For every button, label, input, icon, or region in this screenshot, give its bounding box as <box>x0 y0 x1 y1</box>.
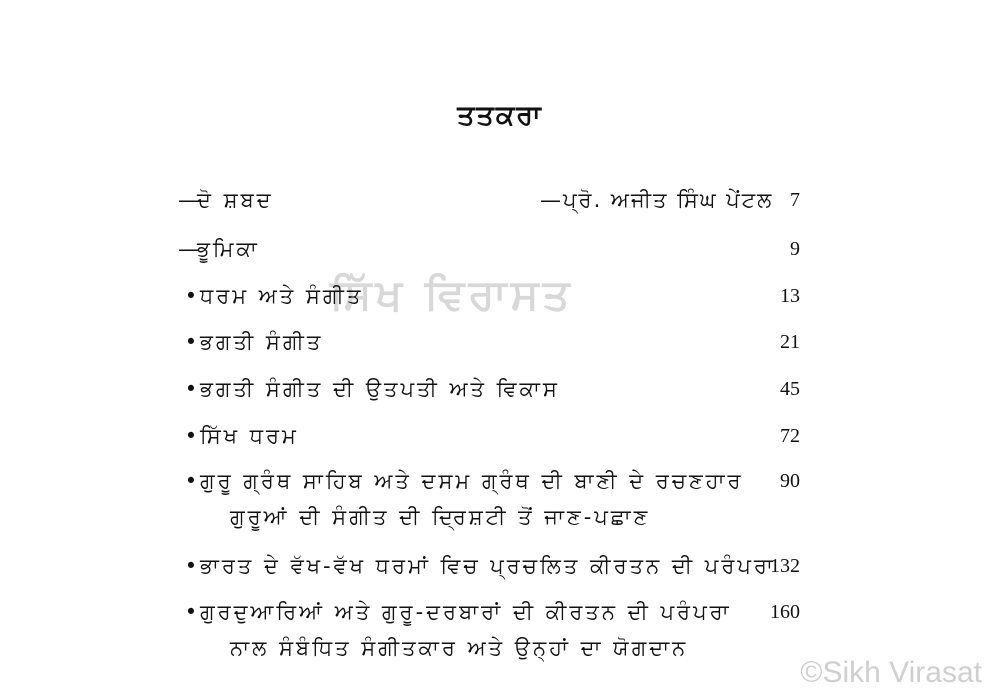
toc-entry[interactable] <box>0 374 1000 414</box>
dash-marker: — <box>178 188 199 212</box>
toc-entry[interactable] <box>0 234 1000 274</box>
entry-page-number: 132 <box>770 555 800 577</box>
entry-page-number: 21 <box>780 331 800 353</box>
entry-page-number: 13 <box>780 285 800 307</box>
entry-page-number: 45 <box>780 378 800 400</box>
entry-title: ਭਗਤੀ ਸੰਗੀਤ ਦੀ ਉਤਪਤੀ ਅਤੇ ਵਿਕਾਸ <box>200 377 560 401</box>
watermark-copyright: ©Sikh Virasat <box>800 656 982 689</box>
bullet-marker: • <box>184 377 198 401</box>
entry-title: ਗੁਰੂ ਗ੍ਰੰਥ ਸਾਹਿਬ ਅਤੇ ਦਸਮ ਗ੍ਰੰਥ ਦੀ ਬਾਣੀ ਦੇ ਰਚਣਹਾਰ <box>200 469 744 493</box>
toc-entry[interactable] <box>0 281 1000 321</box>
entry-page-number: 90 <box>780 470 800 492</box>
toc-entry[interactable] <box>0 551 1000 591</box>
bullet-marker: • <box>184 469 198 493</box>
entry-page-number: 160 <box>770 601 800 623</box>
entry-title: ਭਗਤੀ ਸੰਗੀਤ <box>200 330 324 354</box>
toc-entry[interactable] <box>0 185 1000 225</box>
page-title: ਤਤਕਰਾ <box>457 100 543 131</box>
toc-entry[interactable] <box>0 327 1000 367</box>
toc-entry[interactable] <box>0 466 1000 542</box>
dash-marker: — <box>178 237 199 261</box>
entry-title: ਗੁਰਦੁਆਰਿਆਂ ਅਤੇ ਗੁਰੂ-ਦਰਬਾਰਾਂ ਦੀ ਕੀਰਤਨ ਦੀ ਪਰੰਪਰਾ <box>200 600 732 624</box>
bullet-marker: • <box>184 284 198 308</box>
entry-title: ਦੋ ਸ਼ਬਦ <box>197 188 274 212</box>
entry-title: ਭੂਮਿਕਾ <box>197 237 260 261</box>
watermark-punjabi: ਸਿੱਖ ਵਿਰਾਸਤ <box>330 270 574 319</box>
toc-entry[interactable] <box>0 597 1000 673</box>
toc-entry[interactable] <box>0 421 1000 461</box>
entry-title: ਸਿੱਖ ਧਰਮ <box>200 424 299 448</box>
entry-page-number: 9 <box>790 238 800 260</box>
bullet-marker: • <box>184 330 198 354</box>
bullet-marker: • <box>184 554 198 578</box>
entry-title: ਭਾਰਤ ਦੇ ਵੱਖ-ਵੱਖ ਧਰਮਾਂ ਵਿਚ ਪ੍ਰਚਲਿਤ ਕੀਰਤਨ ਦੀ ਪਰੰਪਰਾ <box>200 554 776 578</box>
entry-author: —ਪ੍ਰੋ. ਅਜੀਤ ਸਿੰਘ ਪੇਂਟਲ <box>540 188 774 212</box>
entry-page-number: 7 <box>790 189 800 211</box>
bullet-marker: • <box>184 424 198 448</box>
bullet-marker: • <box>184 600 198 624</box>
entry-title-continuation: ਨਾਲ ਸੰਬੰਧਿਤ ਸੰਗੀਤਕਾਰ ਅਤੇ ਉਨ੍ਹਾਂ ਦਾ ਯੋਗਦਾਨ <box>230 636 689 660</box>
entry-title-continuation: ਗੁਰੂਆਂ ਦੀ ਸੰਗੀਤ ਦੀ ਦ੍ਰਿਸ਼ਟੀ ਤੋਂ ਜਾਣ-ਪਛਾਣ <box>230 505 651 529</box>
entry-page-number: 72 <box>780 425 800 447</box>
entry-title: ਧਰਮ ਅਤੇ ਸੰਗੀਤ <box>200 284 364 308</box>
